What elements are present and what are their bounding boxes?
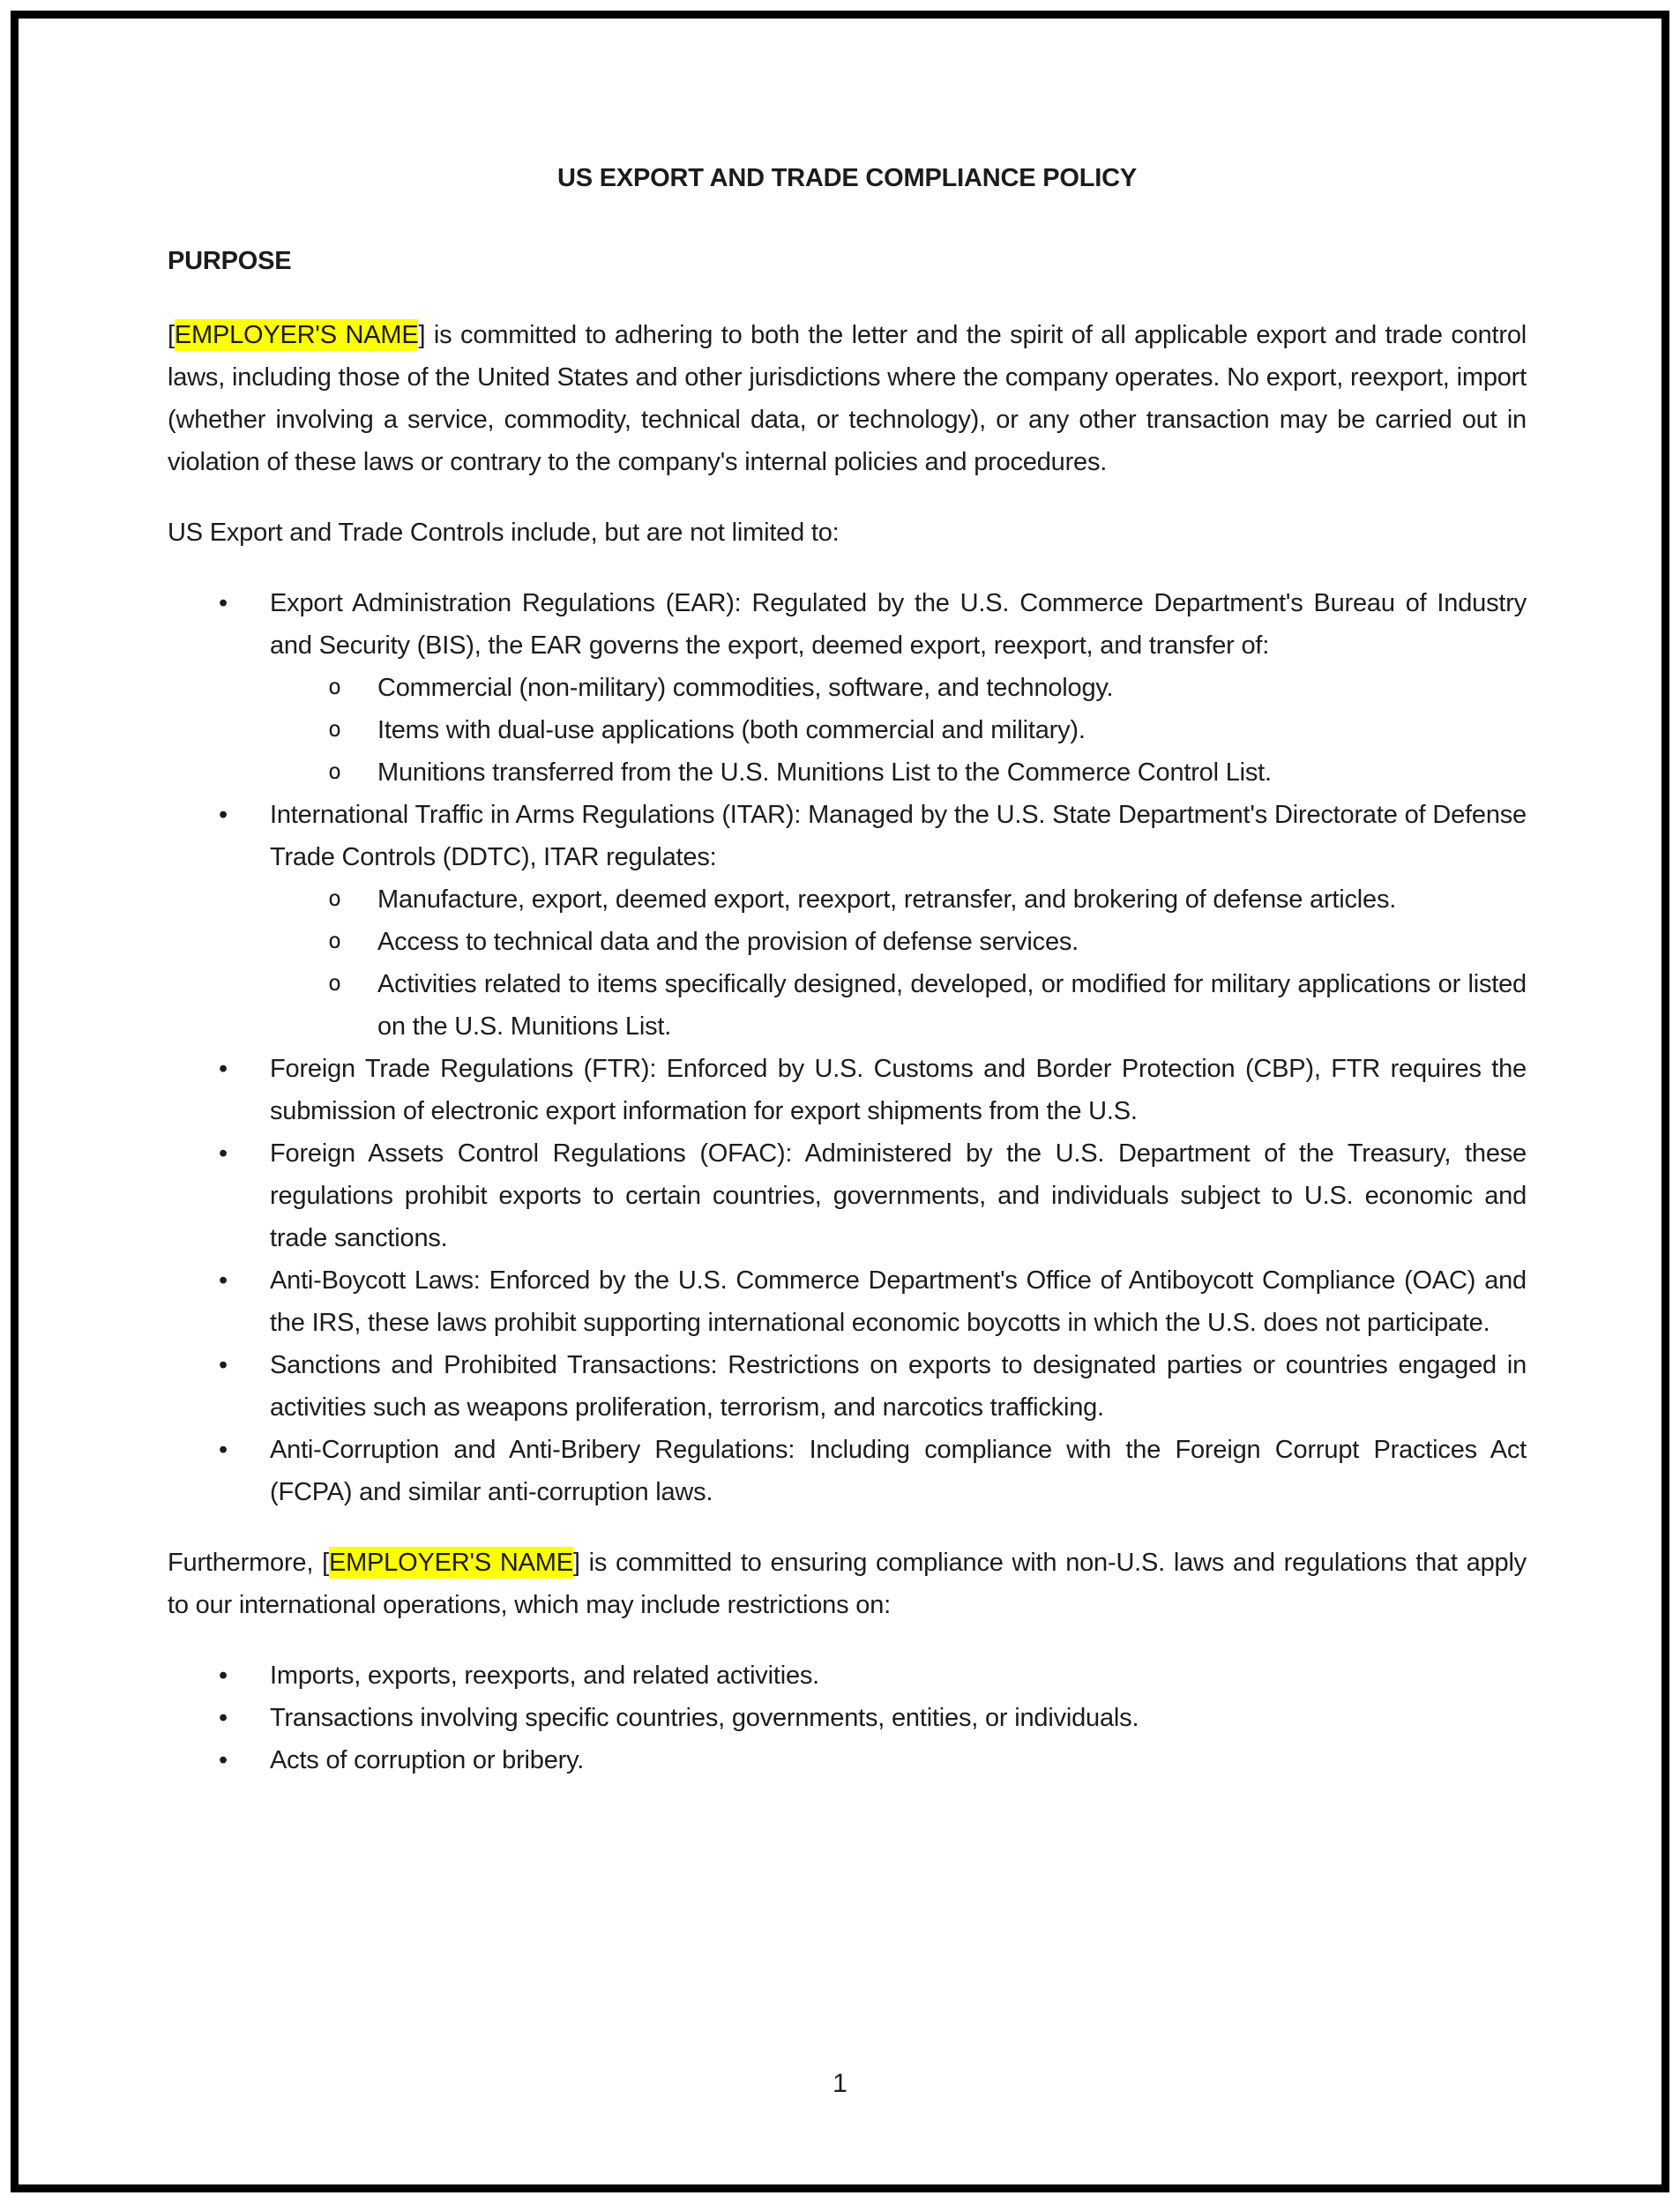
circle-bullet-icon: o xyxy=(328,758,341,784)
list-item-anti-corruption xyxy=(168,1429,1527,1513)
list-item-anti-boycott xyxy=(168,1259,1527,1344)
list-item-imports xyxy=(168,1654,1527,1697)
list-item-text: Foreign Assets Control Regulations (OFAC): Administered by the U.S. Department of the Treasury, these regulations prohibit exports to certain countries, governments, and individuals subject to U.S. economic and trade sanctions. xyxy=(270,1139,1527,1252)
furthermore-text: ] is committed to ensuring compliance with non-U.S. laws and regulations that apply to our international operations, which may include restrictions on: xyxy=(168,1549,1527,1619)
list-item-text: International Traffic in Arms Regulations (ITAR): Managed by the U.S. State Department's Directorate of Defense Trade Controls (DDTC), ITAR regulates: xyxy=(270,801,1527,871)
list-item-text: Export Administration Regulations (EAR): Regulated by the U.S. Commerce Department's Bureau of Industry and Security (BIS), the EAR governs the export, deemed export, reexport, and transfer of: xyxy=(270,589,1527,660)
intro-paragraph-text: ] is committed to adhering to both the letter and the spirit of all applicable export and trade control laws, including those of the United States and other jurisdictions where the company operates. No export, reexport, import (whether involving a service, commodity, technical data, or technology), or any other transaction may be carried out in violation of these laws or contrary to the company's internal policies and procedures. xyxy=(168,321,1527,476)
furthermore-prefix: Furthermore, [ xyxy=(168,1549,329,1577)
list-item-text: Sanctions and Prohibited Transactions: Restrictions on exports to designated parties or countries engaged in activities such as weapons proliferation, terrorism, and narcotics trafficking. xyxy=(270,1351,1527,1422)
list-item-text: Foreign Trade Regulations (FTR): Enforced by U.S. Customs and Border Protection (CBP), FTR requires the submission of electronic export information for export shipments from the U.S. xyxy=(270,1055,1527,1125)
furthermore-paragraph xyxy=(168,1542,1527,1626)
list-item-text: Transactions involving specific countries, governments, entities, or individuals. xyxy=(270,1704,1139,1732)
employer-name-highlight: EMPLOYER'S NAME xyxy=(328,1549,573,1577)
sub-list-item-text: Items with dual-use applications (both commercial and military). xyxy=(377,716,1086,744)
bullet-icon: • xyxy=(219,1351,228,1379)
list-item-text: Anti-Boycott Laws: Enforced by the U.S. Commerce Department's Office of Antiboycott Compliance (OAC) and the IRS, these laws prohibit supporting international economic boycotts in which the U.S. does not participate. xyxy=(270,1266,1527,1337)
list-item-ear xyxy=(168,582,1527,667)
document-content xyxy=(168,157,1527,1810)
list-item-transactions xyxy=(168,1697,1527,1739)
list-item-text: Acts of corruption or bribery. xyxy=(270,1746,585,1774)
bracket-open: [ xyxy=(168,321,175,349)
circle-bullet-icon: o xyxy=(328,716,341,742)
bullet-icon: • xyxy=(219,801,228,829)
purpose-heading: PURPOSE xyxy=(168,247,292,275)
sub-list-item-text: Commercial (non-military) commodities, software, and technology. xyxy=(377,674,1114,702)
sub-list-item xyxy=(168,878,1527,921)
bullet-icon: • xyxy=(219,1436,228,1464)
bullet-icon: • xyxy=(219,1704,228,1732)
circle-bullet-icon: o xyxy=(328,885,341,911)
bullet-icon: • xyxy=(219,1662,228,1690)
document-title: US EXPORT AND TRADE COMPLIANCE POLICY xyxy=(557,164,1137,192)
circle-bullet-icon: o xyxy=(328,674,341,699)
bullet-icon: • xyxy=(219,1746,228,1774)
employer-name-highlight: EMPLOYER'S NAME xyxy=(174,321,419,349)
list-item-text: Imports, exports, reexports, and related activities. xyxy=(270,1662,820,1690)
sub-list-item-text: Access to technical data and the provision of defense services. xyxy=(377,928,1079,956)
controls-list xyxy=(168,582,1527,1513)
sub-list-item xyxy=(168,751,1527,794)
controls-intro: US Export and Trade Controls include, but are not limited to: xyxy=(168,519,840,547)
circle-bullet-icon: o xyxy=(328,970,341,996)
international-list xyxy=(168,1654,1527,1781)
list-item-text: Anti-Corruption and Anti-Bribery Regulations: Including compliance with the Foreign Corrupt Practices Act (FCPA) and similar anti-corruption laws. xyxy=(270,1436,1527,1506)
list-item-ofac xyxy=(168,1132,1527,1259)
sub-list-item-text: Munitions transferred from the U.S. Munitions List to the Commerce Control List. xyxy=(377,758,1272,787)
page-number: 1 xyxy=(833,2069,847,2098)
circle-bullet-icon: o xyxy=(328,928,341,953)
sub-list-item xyxy=(168,963,1527,1048)
intro-paragraph xyxy=(168,314,1527,483)
list-item-sanctions xyxy=(168,1344,1527,1429)
list-item-itar xyxy=(168,794,1527,878)
list-item-corruption xyxy=(168,1739,1527,1781)
bullet-icon: • xyxy=(219,1266,228,1295)
sub-list-item xyxy=(168,921,1527,963)
bullet-icon: • xyxy=(219,1139,228,1168)
list-item-ftr xyxy=(168,1048,1527,1132)
bullet-icon: • xyxy=(219,589,228,617)
bullet-icon: • xyxy=(219,1055,228,1083)
sub-list-item xyxy=(168,709,1527,751)
sub-list-item xyxy=(168,667,1527,709)
sub-list-item-text: Manufacture, export, deemed export, reexport, retransfer, and brokering of defense articles. xyxy=(377,885,1397,914)
sub-list-item-text: Activities related to items specifically designed, developed, or modified for military applications or listed on the U.S. Munitions List. xyxy=(377,970,1527,1041)
